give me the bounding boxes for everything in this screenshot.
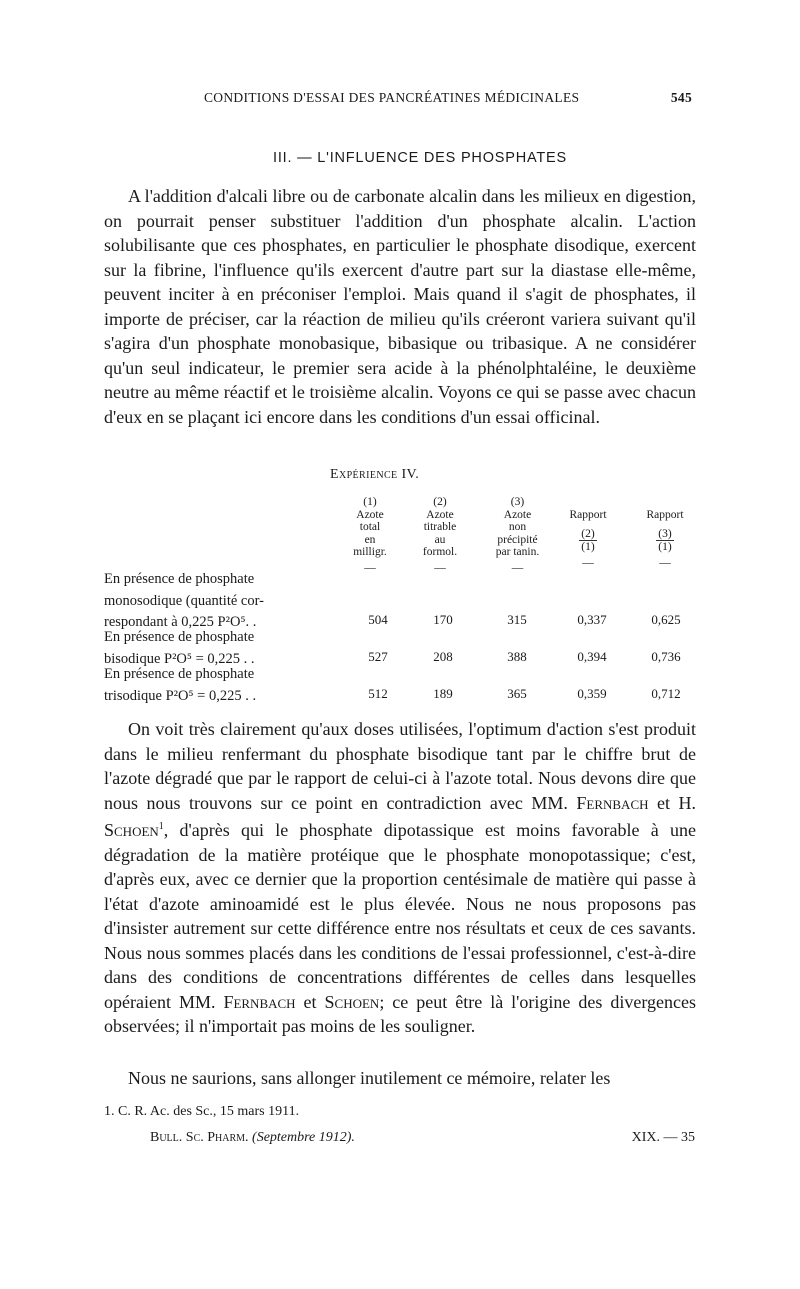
journal-issue: (Septembre 1912). [252, 1130, 355, 1145]
table-cell: 527 [368, 649, 388, 664]
running-head-title: CONDITIONS D'ESSAI DES PANCRÉATINES MÉDICINALES [204, 90, 580, 105]
journal-name: Bull. Sc. Pharm. [150, 1130, 249, 1145]
signature-mark: XIX. — 35 [631, 1130, 695, 1145]
table-row-label-3: En présence de phosphate trisodique P²O⁵ = 0,225 . . [104, 666, 257, 704]
page-footer [150, 1130, 695, 1146]
table-cell: 0,337 [577, 612, 607, 627]
table-cell: 0,394 [577, 649, 607, 664]
author-name: Fernbach [223, 991, 296, 1012]
section-title: III. — L'INFLUENCE DES PHOSPHATES [273, 150, 567, 166]
experiment-title [330, 467, 419, 483]
table-cell: 388 [507, 649, 527, 664]
running-head [186, 90, 692, 110]
table-cell: 504 [368, 612, 388, 627]
table-cell: 0,712 [651, 686, 681, 701]
column-header-3: (3) Azote non précipité par tanin. — [495, 496, 540, 574]
table-cell: 189 [433, 686, 453, 701]
table-cell: 0,736 [651, 649, 681, 664]
table-cell: 208 [433, 649, 453, 664]
footnote-mark: 1 [158, 821, 164, 832]
column-header-2: (2) Azote titrable au formol. — [422, 496, 458, 574]
experiment-title-word: Expérience [330, 467, 398, 482]
column-header-5: Rapport $\frac{(3)}{(1)}$ — [646, 509, 684, 569]
paragraph-1: A l'addition d'alcali libre ou de carbonate alcalin dans les milieux en digestion, on pourrait penser substituer l'addition d'un phosphate alcalin. L'action solubilisante que ces phosphates, en particulier le phosphate disodique, exercent sur la fibrine, l'influence qu'ils exercent d'autre part sur la diastase elle-même, peuvent inciter à en préconiser l'emploi. Mais quand il s'agit de phosphates, il importe de préciser, car la réaction de milieu qu'ils créeront variera suivant qu'il s'agira d'un phosphate monobasique, bibasique ou tribasique. A ne considérer qu'un seul indicateur, le premier sera acide à la phénolphtaléine, le deuxième neutre au même réactif et le troisième alcalin. Voyons ce qui se passe avec chacun d'eux en se plaçant ici encore dans les conditions d'un essai officinal. [104, 186, 696, 427]
table-row-label-1: En présence de phosphate monosodique (quantité cor- respondant à 0,225 P²O⁵. . [104, 571, 264, 630]
paragraph-3: Nous ne saurions, sans allonger inutilement ce mémoire, relater les [128, 1068, 611, 1088]
footnote: 1. C. R. Ac. des Sc., 15 mars 1911. [104, 1104, 300, 1119]
table-row-label-2: En présence de phosphate bisodique P²O⁵ = 0,225 . . [104, 629, 255, 667]
table-cell: 0,625 [651, 612, 681, 627]
paragraph-2: On voit très clairement qu'aux doses utilisées, l'optimum d'action s'est produit dans le milieu renfermant du phosphate bisodique tant par le chiffre brut de l'azote dégradé que par le rapport de celui-ci à l'azote total. Nous devons dire que nous nous trouvons sur ce point en contradiction avec MM. Fernbach et H. Schoen$^1$, d'après qui le phosphate dipotassique est moins favorable à une dégradation de la matière protéique que le phosphate monopotassique; c'est, d'après eux, avec ce dernier que la proportion centésimale de matière qui passe à l'état d'azote aminoamidé est le plus élevée. Nous ne nous proposons pas d'insister autrement sur cette différence entre nos résultats et ceux de ces savants. Nous nous sommes placés dans les conditions de l'essai professionnel, c'est-à-dire dans des conditions de concentrations différentes de celles dans lesquelles opéraient MM. Fernbach et Schoen; ce peut être là l'origine des divergences observées; il n'importait pas moins de les souligner. [104, 719, 696, 1036]
experiment-title-number: IV. [401, 467, 420, 482]
table-cell: 170 [433, 612, 453, 627]
table-cell: 0,359 [577, 686, 607, 701]
column-header-1: (1) Azote total en milligr. — [353, 496, 387, 574]
table-cell: 365 [507, 686, 527, 701]
page-number: 545 [670, 90, 692, 105]
author-name: Schoen [324, 991, 380, 1012]
author-name: Fernbach [576, 792, 649, 813]
table-cell: 315 [507, 612, 527, 627]
column-header-4: Rapport $\frac{(2)}{(1)}$ — [569, 509, 607, 569]
author-name: Schoen [104, 820, 159, 840]
table-cell: 512 [368, 686, 388, 701]
